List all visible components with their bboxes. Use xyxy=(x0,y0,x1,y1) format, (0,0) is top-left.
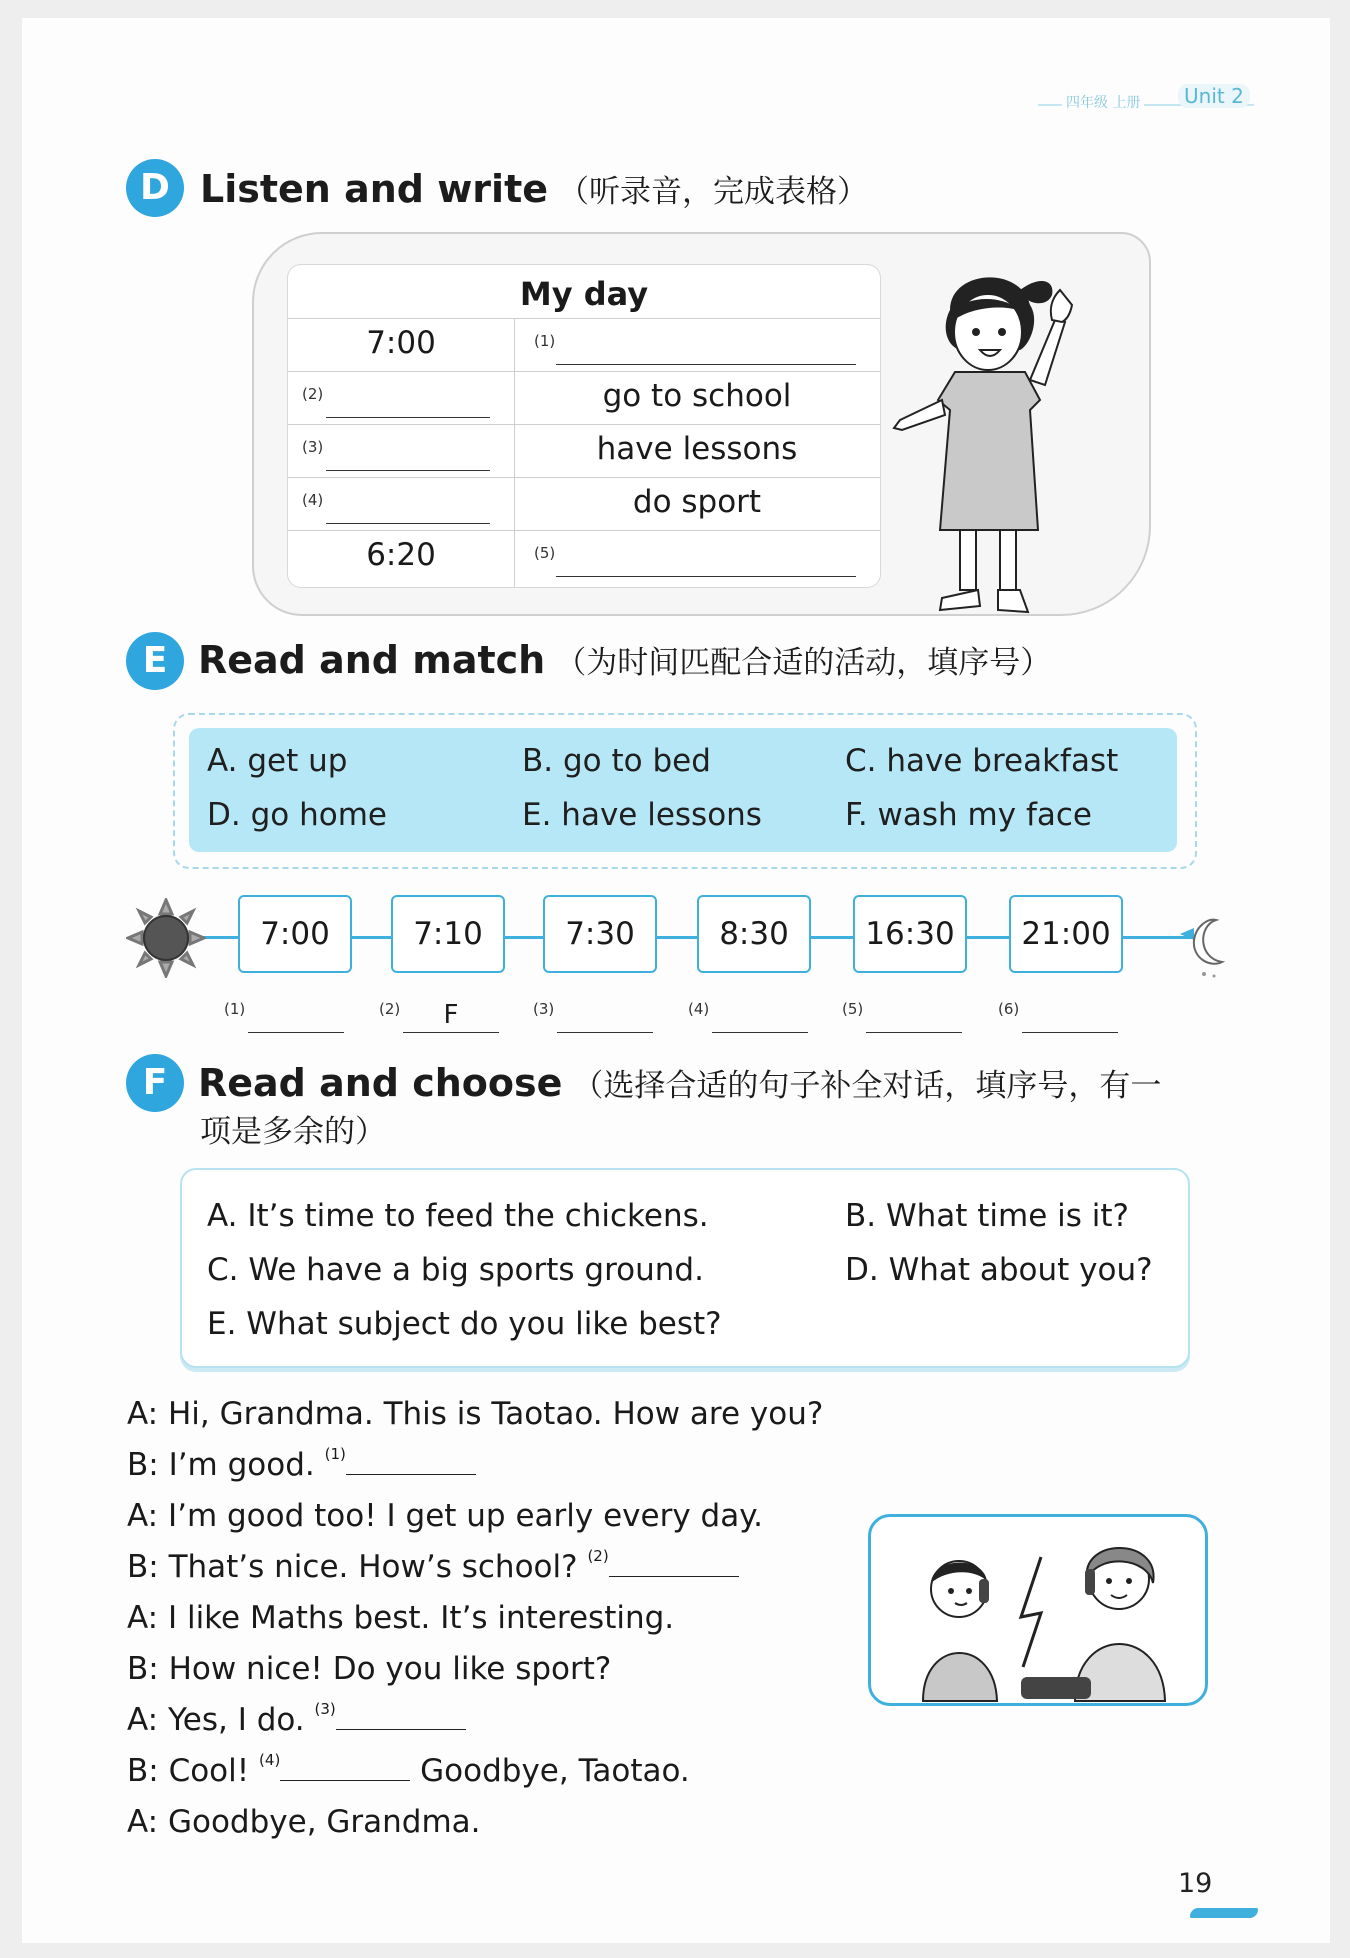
blank-number: (2) xyxy=(587,1547,609,1565)
dialogue-line xyxy=(127,1396,823,1432)
activity-cell: go to school xyxy=(602,378,792,414)
grade-label: 四年级 上册 xyxy=(1062,92,1144,112)
section-d-title xyxy=(200,166,868,211)
section-d-heading: Listen and write xyxy=(200,167,549,211)
option-b: B. go to bed xyxy=(522,743,711,779)
dialogue-line xyxy=(127,1447,476,1483)
dialogue-blank[interactable] xyxy=(280,1754,410,1781)
dialogue-text: B: That’s nice. How’s school? xyxy=(127,1549,588,1585)
answer-number: (4) xyxy=(688,1000,710,1018)
dialogue-text: A: Goodbye, Grandma. xyxy=(127,1804,481,1840)
section-f-badge: F xyxy=(126,1054,184,1112)
section-e-title xyxy=(198,637,1051,682)
choice-d: D. What about you? xyxy=(845,1252,1153,1288)
blank-number: (3) xyxy=(302,438,324,456)
dialogue-text: Goodbye, Taotao. xyxy=(410,1753,690,1789)
dialogue-text: A: Hi, Grandma. This is Taotao. How are you? xyxy=(127,1396,824,1432)
answer-blank[interactable] xyxy=(248,1032,344,1033)
answer-blank[interactable] xyxy=(403,1032,499,1033)
blank-number: (2) xyxy=(302,385,324,403)
answer-number: (5) xyxy=(842,1000,864,1018)
choice-e: E. What subject do you like best? xyxy=(207,1306,722,1342)
row-divider xyxy=(288,424,880,425)
section-f-title xyxy=(198,1060,1161,1105)
time-box: 8:30 xyxy=(697,895,811,973)
section-e-heading: Read and match xyxy=(198,638,546,682)
dialogue-text: A: I like Maths best. It’s interesting. xyxy=(127,1600,675,1636)
row-divider xyxy=(288,318,880,319)
activity-cell: have lessons xyxy=(596,431,798,467)
section-f-instruction: （选择合适的句子补全对话，填序号，有一 xyxy=(572,1068,1162,1104)
dialogue-line xyxy=(127,1753,690,1789)
answer-blank[interactable] xyxy=(1022,1032,1118,1033)
girl-waving-illustration xyxy=(880,250,1130,630)
dialogue-line xyxy=(127,1702,466,1738)
dialogue-text: B: How nice! Do you like sport? xyxy=(127,1651,612,1687)
phone-call-illustration xyxy=(868,1514,1208,1706)
answer-blank[interactable] xyxy=(326,470,490,471)
option-f: F. wash my face xyxy=(845,797,1092,833)
section-e-instruction: （为时间匹配合适的活动，填序号） xyxy=(555,645,1052,681)
row-divider xyxy=(288,477,880,478)
answer-value: F xyxy=(443,1000,459,1030)
dialogue-text: A: I’m good too! I get up early every day. xyxy=(127,1498,763,1534)
blank-number: (3) xyxy=(314,1700,336,1718)
answer-number: (3) xyxy=(533,1000,555,1018)
section-d-instruction: （听录音，完成表格） xyxy=(558,174,869,210)
dialogue-text: B: I’m good. xyxy=(127,1447,325,1483)
section-e-badge: E xyxy=(126,632,184,690)
answer-blank[interactable] xyxy=(557,1032,653,1033)
dialogue-line xyxy=(127,1651,611,1687)
time-cell: 6:20 xyxy=(366,537,436,573)
answer-number: (1) xyxy=(224,1000,246,1018)
section-f-instruction-cont: 项是多余的） xyxy=(200,1114,386,1150)
option-a: A. get up xyxy=(207,743,348,779)
table-title: My day xyxy=(519,275,649,313)
option-e: E. have lessons xyxy=(522,797,762,833)
blank-number: (1) xyxy=(534,332,556,350)
blank-number: (1) xyxy=(324,1445,346,1463)
answer-number: (2) xyxy=(379,1000,401,1018)
answer-blank[interactable] xyxy=(326,523,490,524)
dialogue-blank[interactable] xyxy=(346,1448,476,1475)
time-box: 7:30 xyxy=(543,895,657,973)
page-number-accent xyxy=(1190,1908,1258,1918)
answer-blank[interactable] xyxy=(326,417,490,418)
time-box: 7:10 xyxy=(391,895,505,973)
dialogue-line xyxy=(127,1498,763,1534)
page-header xyxy=(1038,84,1258,114)
dialogue-line xyxy=(127,1600,674,1636)
answer-blank[interactable] xyxy=(556,364,856,365)
section-d-badge: D xyxy=(126,159,184,217)
choice-c: C. We have a big sports ground. xyxy=(207,1252,704,1288)
phone-call-drawing xyxy=(871,1517,1205,1703)
answer-number: (6) xyxy=(998,1000,1020,1018)
time-box: 16:30 xyxy=(853,895,967,973)
dialogue-text: B: Cool! xyxy=(127,1753,260,1789)
my-day-table xyxy=(287,264,881,588)
blank-number: (4) xyxy=(259,1751,281,1769)
dialogue-text: A: Yes, I do. xyxy=(127,1702,315,1738)
activity-cell: do sport xyxy=(632,484,762,520)
blank-number: (4) xyxy=(302,491,324,509)
unit-label: Unit 2 xyxy=(1178,84,1250,108)
dialogue-blank[interactable] xyxy=(336,1703,466,1730)
page-number: 19 xyxy=(1178,1868,1213,1899)
option-d: D. go home xyxy=(207,797,387,833)
moon-icon xyxy=(1180,912,1240,982)
answer-blank[interactable] xyxy=(866,1032,962,1033)
dialogue-blank[interactable] xyxy=(609,1550,739,1577)
option-c: C. have breakfast xyxy=(845,743,1119,779)
dialogue-line xyxy=(127,1549,739,1585)
time-box: 21:00 xyxy=(1009,895,1123,973)
blank-number: (5) xyxy=(534,544,556,562)
section-f-heading: Read and choose xyxy=(198,1061,563,1105)
answer-blank[interactable] xyxy=(712,1032,808,1033)
choice-b: B. What time is it? xyxy=(845,1198,1130,1234)
time-cell: 7:00 xyxy=(366,325,436,361)
sun-icon xyxy=(126,898,206,978)
answer-blank[interactable] xyxy=(556,576,856,577)
dialogue-line xyxy=(127,1804,481,1840)
choice-a: A. It’s time to feed the chickens. xyxy=(207,1198,709,1234)
row-divider xyxy=(288,530,880,531)
time-box: 7:00 xyxy=(238,895,352,973)
row-divider xyxy=(288,371,880,372)
